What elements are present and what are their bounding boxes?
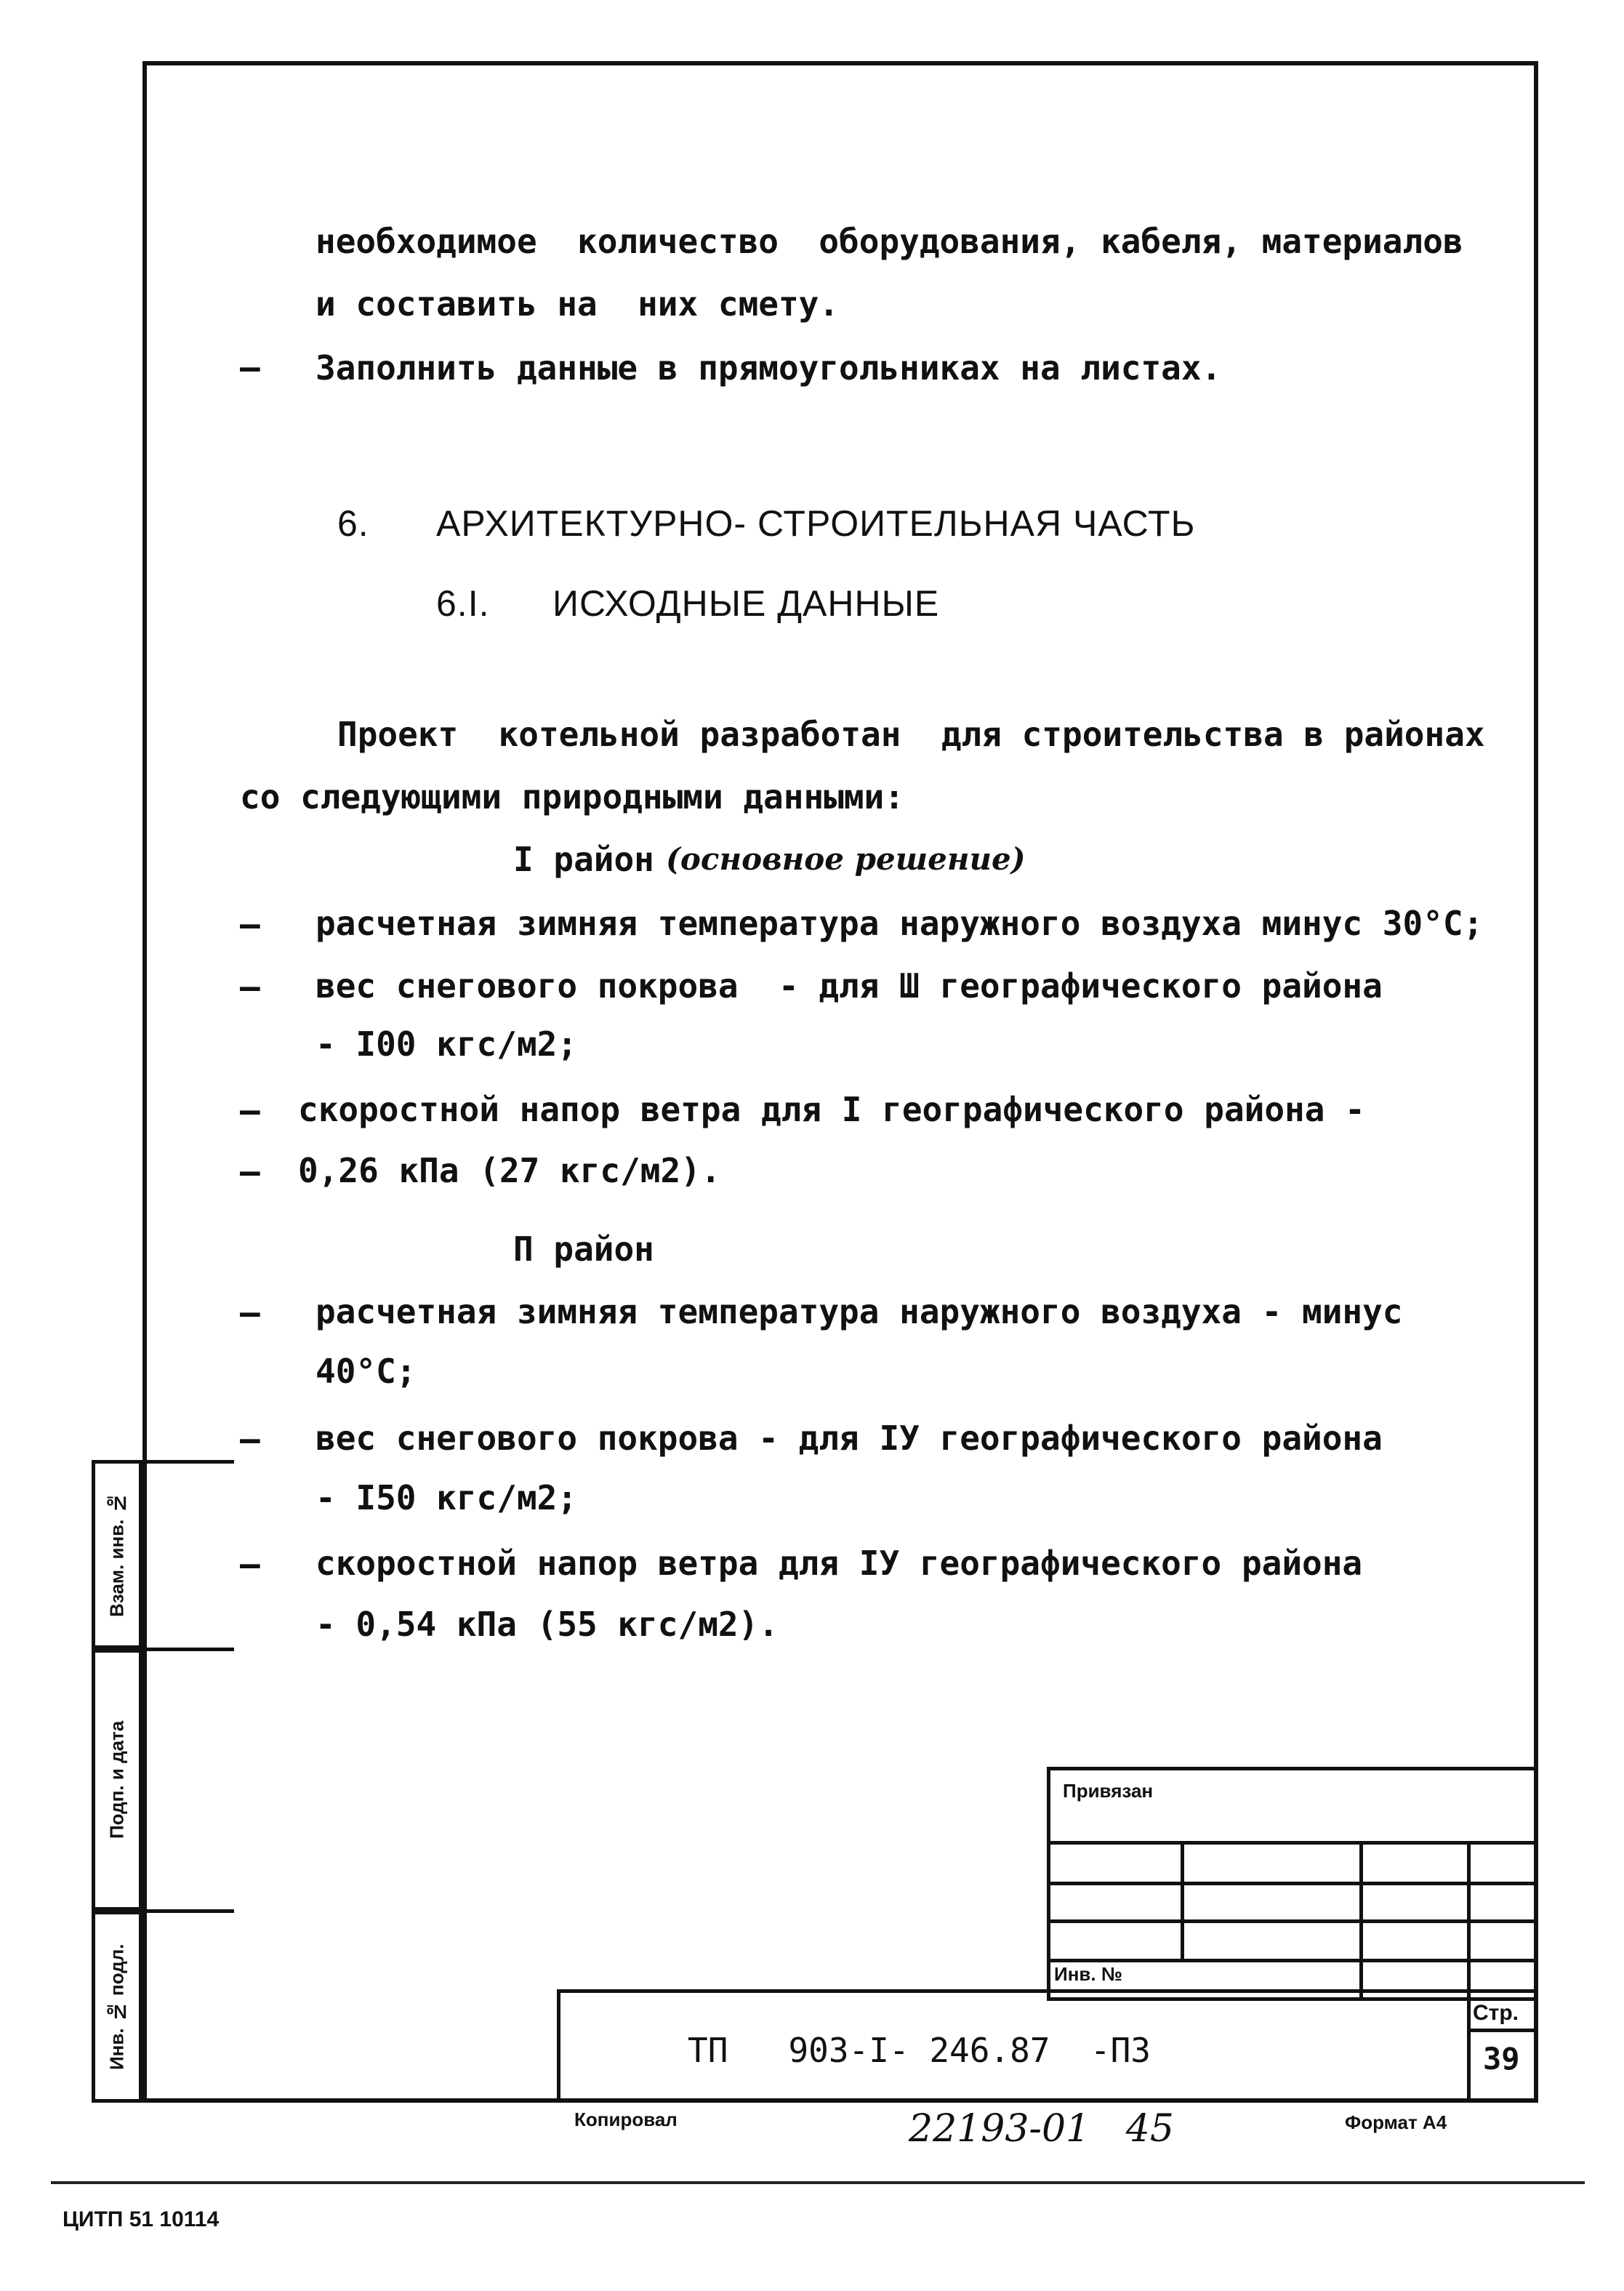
page-label: Стр.	[1473, 2001, 1519, 2025]
region-2-label: П район	[513, 1229, 654, 1269]
body-line-1: необходимое количество оборудования, кабеля, материалов	[315, 222, 1463, 261]
side-divider	[142, 1648, 234, 1651]
inv-no-label: Инв. №	[1054, 1963, 1122, 1985]
handwritten-archive-number: 22193-01 45	[909, 2107, 1174, 2151]
subsection-number: 6.I.	[436, 583, 490, 624]
section-number: 6.	[337, 503, 369, 544]
bullet-dash: –	[240, 1152, 260, 1191]
side-label-replacement-inv: Взам. инв. №	[105, 1492, 128, 1617]
format-label: Формат А4	[1345, 2111, 1447, 2133]
bottom-rule	[51, 2181, 1585, 2184]
paragraph-line-1: Проект котельной разработан для строительства в районах	[337, 715, 1485, 754]
binding-rule	[1047, 1882, 1538, 1885]
binding-label: Привязан	[1063, 1780, 1154, 1802]
binding-col	[1359, 1841, 1363, 2001]
bullet-dash: –	[240, 1091, 260, 1130]
r1-snow-value: - I00 кгс/м2;	[315, 1024, 578, 1064]
r1-snow: вес снегового покрова - для Ш географического района	[315, 966, 1383, 1006]
bullet-dash: –	[240, 967, 260, 1006]
r2-snow-value: - I50 кгс/м2;	[315, 1478, 578, 1517]
binding-rule	[1047, 1841, 1538, 1845]
side-divider	[142, 1909, 234, 1913]
region-1-label: I район	[513, 840, 654, 879]
paragraph-line-2: со следующими природными данными:	[240, 777, 904, 817]
bullet-dash: –	[240, 904, 260, 944]
subsection-title: ИСХОДНЫЕ ДАННЫЕ	[552, 583, 940, 624]
r2-snow: вес снегового покрова - для IУ географического района	[315, 1419, 1383, 1458]
r1-wind: скоростной напор ветра для I географического района -	[298, 1090, 1365, 1129]
section-title: АРХИТЕКТУРНО- СТРОИТЕЛЬНАЯ ЧАСТЬ	[436, 503, 1196, 544]
r2-temperature-value: 40°С;	[315, 1352, 417, 1391]
page-number: 39	[1483, 2041, 1520, 2077]
bullet-fill-rectangles: Заполнить данные в прямоугольниках на листах.	[315, 348, 1222, 388]
page-rule	[1467, 2029, 1538, 2032]
r1-temperature: расчетная зимняя температура наружного воздуха минус 30°С;	[315, 904, 1484, 943]
body-line-2: и составить на них смету.	[315, 284, 840, 324]
bullet-dash: –	[240, 1293, 260, 1332]
binding-col	[1181, 1841, 1184, 1959]
binding-rule	[1047, 1919, 1538, 1923]
side-stamp	[92, 1460, 142, 2103]
copied-by-label: Копировал	[574, 2109, 678, 2130]
printer-mark: ЦИТП 51 10114	[63, 2207, 220, 2231]
side-divider	[142, 1460, 234, 1464]
r2-temperature: расчетная зимняя температура наружного воздуха - минус	[315, 1292, 1403, 1331]
bullet-dash: –	[240, 348, 260, 387]
region-1-handwritten-note: (основное решение)	[666, 841, 1026, 877]
r1-wind-value: 0,26 кПа (27 кгс/м2).	[298, 1151, 721, 1190]
r2-wind-value: - 0,54 кПа (55 кгс/м2).	[315, 1605, 779, 1644]
side-label-original-inv: Инв. № подл.	[105, 1943, 128, 2070]
side-label-signature-date: Подп. и дата	[105, 1720, 128, 1839]
document-designation: ТП 903-I- 246.87 -ПЗ	[688, 2031, 1151, 2070]
page-col	[1467, 1989, 1471, 2103]
bullet-dash: –	[240, 1419, 260, 1459]
r2-wind: скоростной напор ветра для IУ географического района	[315, 1544, 1363, 1583]
binding-rule	[1047, 1959, 1538, 1962]
binding-col	[1467, 1841, 1471, 2001]
bullet-dash: –	[240, 1544, 260, 1584]
